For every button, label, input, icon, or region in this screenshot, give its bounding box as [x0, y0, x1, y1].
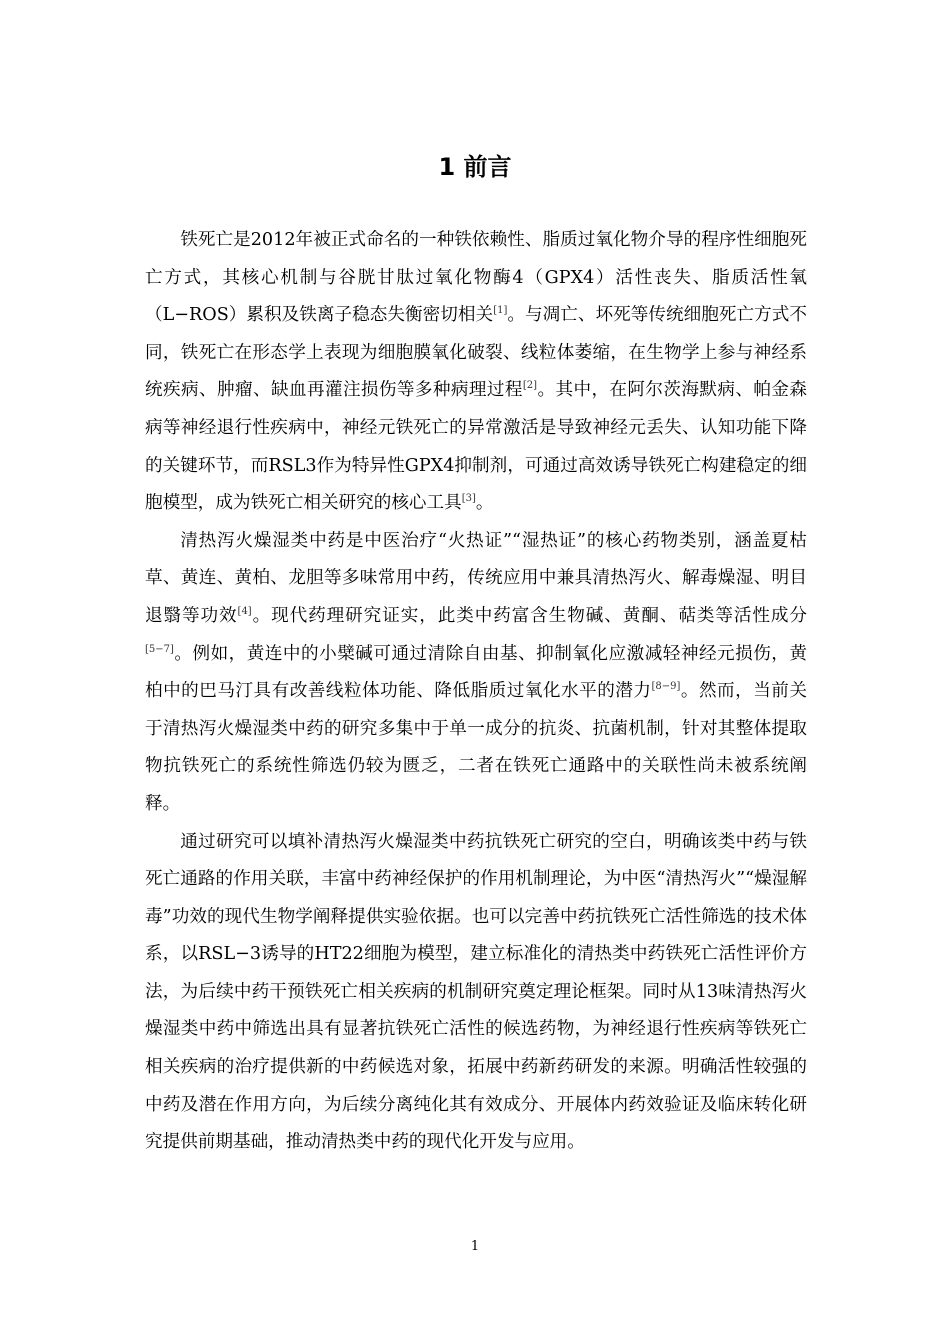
paragraph-text: 。与凋亡、坏死等传统细胞死亡方式不同，铁死亡在形态学上表现为细胞膜氧化破裂、线粒体萎缩，在生物学上参与神经系统疾病、肿瘤、缺血再灌注损伤等多种病理过程: [145, 305, 807, 401]
citation-ref[interactable]: [3]: [461, 493, 476, 505]
paragraph-text: 铁死亡是2012年被正式命名的一种铁依赖性、脂质过氧化物介导的程序性细胞死亡方式，其核心机制与谷胱甘肽过氧化物酶4（GPX4）活性丧失、脂质活性氧（L−ROS）累积及铁离子稳态失衡密切相关: [145, 230, 807, 326]
paragraph-text: 清热泻火燥湿类中药是中医治疗“火热证”“湿热证”的核心药物类别，涵盖夏枯草、黄连、黄柏、龙胆等多味常用中药，传统应用中兼具清热泻火、解毒燥湿、明目退翳等功效: [145, 530, 807, 626]
paragraph-text: 。现代药理研究证实，此类中药富含生物碱、黄酮、萜类等活性成分: [251, 605, 807, 626]
paragraph-text: 。然而，当前关于清热泻火燥湿类中药的研究多集中于单一成分的抗炎、抗菌机制，针对其整体提取物抗铁死亡的系统性筛选仍较为匮乏，二者在铁死亡通路中的关联性尚未被系统阐释。: [145, 681, 807, 814]
paragraph-text: 。其中，在阿尔茨海默病、帕金森病等神经退行性疾病中，神经元铁死亡的异常激活是导致神经元丢失、认知功能下降的关键环节，而RSL3作为特异性GPX4抑制剂，可通过高效诱导铁死亡构建稳定的细胞模型，成为铁死亡相关研究的核心工具: [145, 380, 807, 514]
citation-ref[interactable]: [4]: [237, 605, 252, 617]
citation-ref[interactable]: [1]: [493, 305, 508, 317]
paragraph-2: [145, 523, 807, 824]
page-number: 1: [470, 1239, 480, 1254]
chapter-title: 1 前言: [438, 153, 512, 181]
citation-ref[interactable]: [8−9]: [651, 681, 681, 693]
paragraph-text: 通过研究可以填补清热泻火燥湿类中药抗铁死亡研究的空白，明确该类中药与铁死亡通路的作用关联，丰富中药神经保护的作用机制理论，为中医“清热泻火”“燥湿解毒”功效的现代生物学阐释提供实验依据。也可以完善中药抗铁死亡活性筛选的技术体系，以RSL−3诱导的HT22细胞为模型，建立标准化的清热类中药铁死亡活性评价方法，为后续中药干预铁死亡相关疾病的机制研究奠定理论框架。同时从13味清热泻火燥湿类中药中筛选出具有显著抗铁死亡活性的候选药物，为神经退行性疾病等铁死亡相关疾病的治疗提供新的中药候选对象，拓展中药新药研发的来源。明确活性较强的中药及潜在作用方向，为后续分离纯化其有效成分、开展体内药效验证及临床转化研究提供前期基础，推动清热类中药的现代化开发与应用。: [145, 831, 807, 1153]
paragraph-text: 。例如，黄连中的小檗碱可通过清除自由基、抑制氧化应激减轻神经元损伤，黄柏中的巴马汀具有改善线粒体功能、降低脂质过氧化水平的潜力: [145, 643, 807, 702]
paragraph-3: [145, 824, 807, 1162]
paragraph-1: [145, 222, 807, 523]
paragraph-text: 。: [475, 493, 494, 514]
body-text: [145, 222, 807, 1162]
citation-ref[interactable]: [5−7]: [145, 643, 174, 655]
citation-ref[interactable]: [2]: [522, 380, 538, 392]
